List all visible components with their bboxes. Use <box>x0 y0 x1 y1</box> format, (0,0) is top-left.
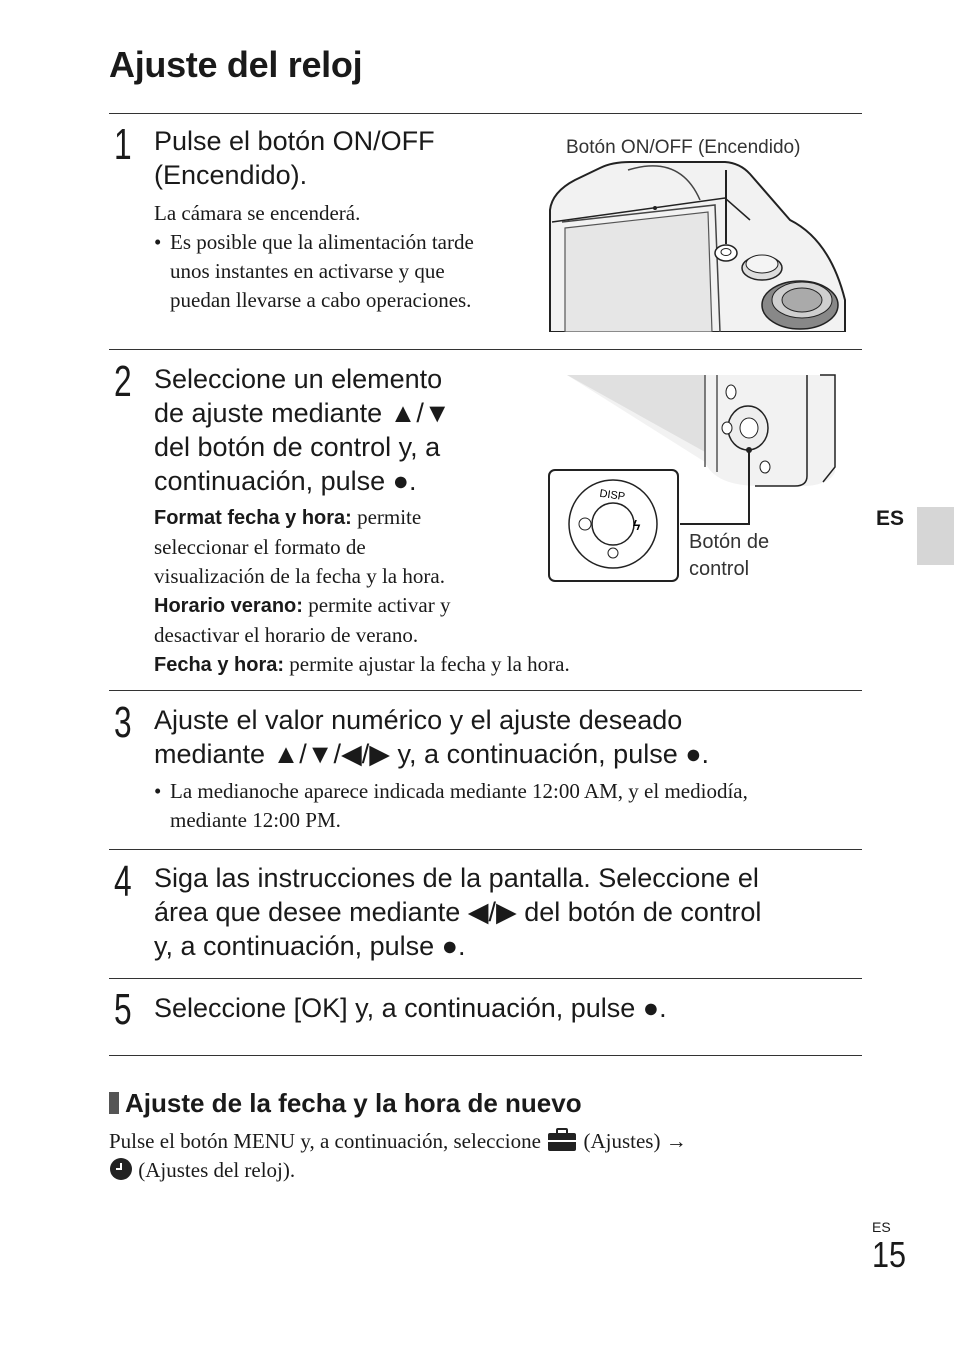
control-button-caption <box>689 529 769 583</box>
heading-line: y, a continuación, pulse ●. <box>154 931 466 961</box>
setting-text: permite ajustar la fecha y la hora. <box>284 652 570 676</box>
toolbox-settings-icon <box>546 1128 578 1152</box>
clock-settings-icon <box>109 1157 133 1181</box>
setting-item <box>154 503 570 533</box>
heading-line: de ajuste mediante ▲/▼ <box>154 398 451 428</box>
heading-line: Pulse el botón ON/OFF <box>154 126 435 156</box>
step-heading <box>154 991 667 1025</box>
heading-line: Siga las instrucciones de la pantalla. Seleccione el <box>154 863 759 893</box>
square-bullet-icon <box>109 1092 119 1114</box>
note-text: (Ajustes) <box>578 1129 666 1153</box>
bullet-item <box>154 777 748 835</box>
note-text: (Ajustes del reloj). <box>133 1158 296 1182</box>
heading-line: del botón de control y, a <box>154 432 441 462</box>
step-heading <box>154 861 761 963</box>
setting-item <box>154 650 570 680</box>
language-tab-label: ES <box>876 507 905 530</box>
disp-label: DISP <box>598 487 626 504</box>
bullet-line: • Es posible que la alimentación tarde <box>170 230 474 254</box>
heading-line: Seleccione un elemento <box>154 364 443 394</box>
step-body <box>154 777 748 835</box>
caption-line: Botón de <box>689 531 770 553</box>
body-line: La cámara se encenderá. <box>154 201 361 225</box>
bullet-line: • La medianoche aparece indicada mediante 12:00 AM, y el mediodía, <box>170 779 748 803</box>
heading-line: Seleccione [OK] y, a continuación, pulse ●. <box>154 993 667 1023</box>
heading-line: área que desee mediante ◀/▶ del botón de control <box>154 897 762 927</box>
bullet-item <box>154 228 474 315</box>
divider <box>109 849 862 850</box>
setting-text: desactivar el horario de verano. <box>154 623 419 647</box>
step-body <box>154 199 474 315</box>
divider <box>109 1055 862 1056</box>
heading-line: mediante ▲/▼/◀/▶ y, a continuación, pulse ●. <box>154 739 710 769</box>
setting-label: Horario verano: <box>154 595 303 617</box>
bullet-line: unos instantes en activarse y que <box>170 259 445 283</box>
svg-text:ϟ: ϟ <box>633 517 641 533</box>
subsection-heading <box>109 1088 582 1119</box>
step-heading <box>154 124 435 192</box>
setting-text: visualización de la fecha y la hora. <box>154 564 445 588</box>
bullet-line: puedan llevarse a cabo operaciones. <box>170 288 472 312</box>
setting-text: permite <box>351 505 422 529</box>
step-heading <box>154 362 451 498</box>
divider <box>109 978 862 979</box>
page-number: 15 <box>872 1234 907 1275</box>
setting-text: seleccionar el formato de <box>154 535 366 559</box>
bullet-line: mediante 12:00 PM. <box>170 808 341 832</box>
step-number: 1 <box>114 120 132 169</box>
step-body <box>154 503 570 680</box>
divider <box>109 690 862 691</box>
note-line <box>109 1156 687 1185</box>
note-text: Pulse el botón MENU y, a continuación, seleccione <box>109 1129 547 1153</box>
step-heading <box>154 703 709 771</box>
step-number: 2 <box>114 357 132 406</box>
on-off-caption: Botón ON/OFF (Encendido) <box>566 137 801 158</box>
subsection-body <box>109 1127 687 1185</box>
heading-line: (Encendido). <box>154 160 308 190</box>
setting-item <box>154 591 570 621</box>
divider <box>109 113 862 114</box>
language-tab <box>917 507 954 565</box>
step-number: 4 <box>114 857 132 906</box>
page-language: ES <box>872 1219 891 1235</box>
divider <box>109 349 862 350</box>
heading-line: continuación, pulse ●. <box>154 466 417 496</box>
subsection-title: Ajuste de la fecha y la hora de nuevo <box>125 1088 582 1118</box>
step-number: 3 <box>114 698 132 747</box>
caption-line: control <box>689 558 750 580</box>
heading-line: Ajuste el valor numérico y el ajuste deseado <box>154 705 683 735</box>
setting-label: Format fecha y hora: <box>154 507 352 529</box>
page-title: Ajuste del reloj <box>109 44 363 85</box>
setting-text: permite activar y <box>302 593 451 617</box>
camera-top-illustration <box>540 160 850 332</box>
setting-label: Fecha y hora: <box>154 654 285 676</box>
arrow-icon: → <box>665 1129 687 1153</box>
step-number: 5 <box>114 985 132 1034</box>
note-line <box>109 1127 687 1156</box>
